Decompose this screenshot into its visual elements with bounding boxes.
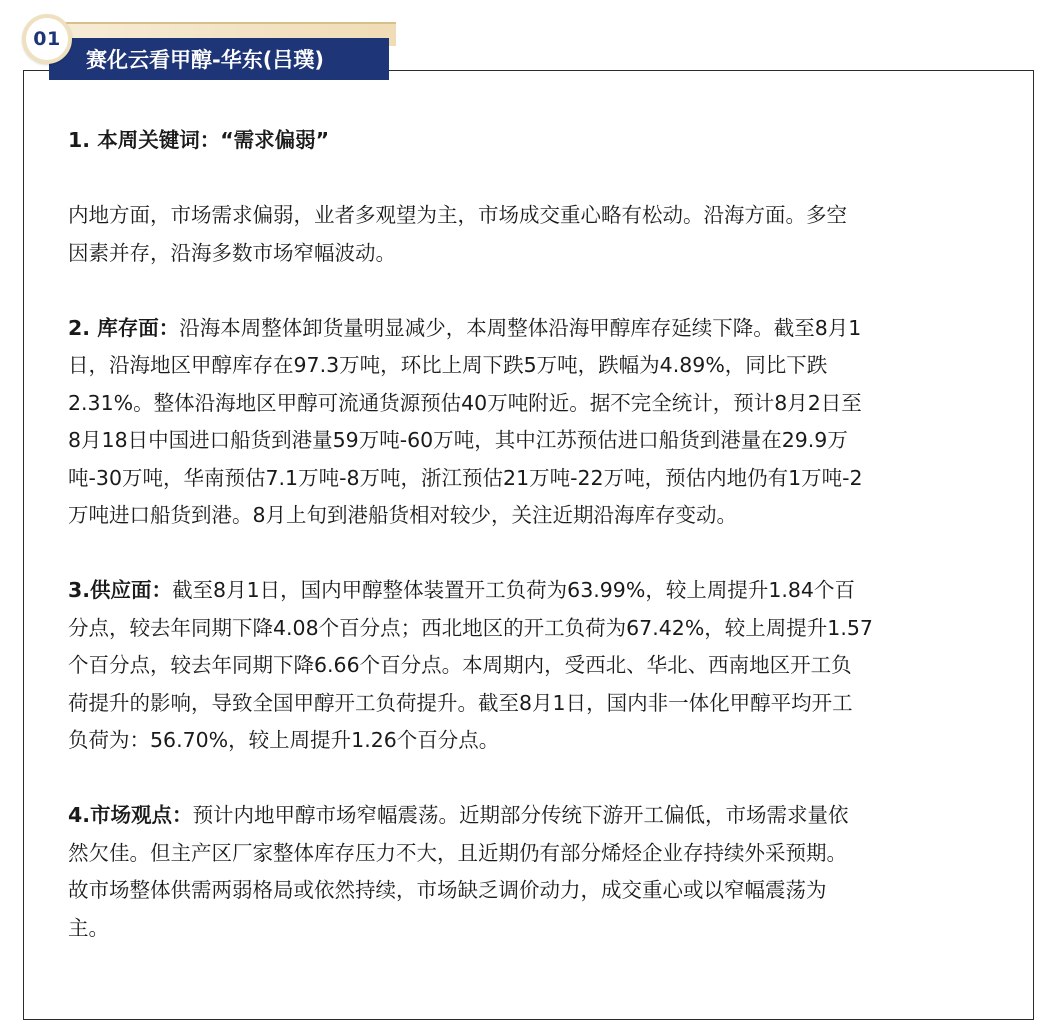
section2-text: 沿海本周整体卸货量明显减少，本周整体沿海甲醇库存延续下降。截至8月1 [179,315,862,340]
section4-line: 故市场整体供需两弱格局或依然持续，市场缺乏调价动力，成交重心或以窄幅震荡为 [68,878,827,902]
section2-line: 日，沿海地区甲醇库存在97.3万吨，环比上周下跌5万吨，跌幅为4.89%，同比下跌 [68,353,828,377]
section2-line: 吨-30万吨，华南预估7.1万吨-8万吨，浙江预估21万吨-22万吨，预估内地仍有1万吨-2 [68,465,863,490]
section3-first-line [68,572,998,610]
section2-line: 2.31%。整体沿海地区甲醇可流通货源预估40万吨附近。据不完全统计，预计8月2日至 [68,390,862,415]
section4-first-line [68,797,998,835]
section1-line: 因素并存，沿海多数市场窄幅波动。 [68,240,396,265]
section4-label: 4.市场观点： [68,803,193,827]
section3-line: 荷提升的影响，导致全国甲醇开工负荷提升。截至8月1日，国内非一体化甲醇平均开工 [68,690,853,715]
section4-line: 主。 [68,915,109,940]
section-number: 01 [33,28,61,50]
section3-text: 截至8月1日，国内甲醇整体装置开工负荷为63.99%，较上周提升1.84个百 [172,578,855,602]
section2-line: 万吨进口船货到港。8月上旬到港船货相对较少，关注近期沿海库存变动。 [68,503,738,527]
section2-label: 2. 库存面： [68,315,180,340]
title-banner [49,38,389,80]
section2-line: 8月18日中国进口船货到港量59万吨-60万吨，其中江苏预估进口船货到港量在29.9万 [68,428,848,452]
section3-line: 负荷为：56.70%，较上周提升1.26个百分点。 [68,728,500,752]
section1-heading: 1. 本周关键词：“需求偏弱” [68,128,330,152]
section3-label: 3.供应面： [68,578,173,602]
section2-first-line [68,310,998,348]
section1-line: 内地方面，市场需求偏弱，业者多观望为主，市场成交重心略有松动。沿海方面。多空 [68,203,847,227]
section4-line: 然欠佳。但主产区厂家整体库存压力不大，且近期仍有部分烯烃企业存持续外采预期。 [68,840,847,865]
page-title: 赛化云看甲醇-华东(吕璞) [86,48,324,72]
section-number-badge [22,14,72,64]
section3-line: 分点，较去年同期下降4.08个百分点；西北地区的开工负荷为67.42%，较上周提升1.57 [68,615,873,640]
section3-line: 个百分点，较去年同期下降6.66个百分点。本周期内，受西北、华北、西南地区开工负 [68,653,852,677]
article-body [68,122,998,947]
section4-text: 预计内地甲醇市场窄幅震荡。近期部分传统下游开工偏低，市场需求量依 [192,803,849,827]
